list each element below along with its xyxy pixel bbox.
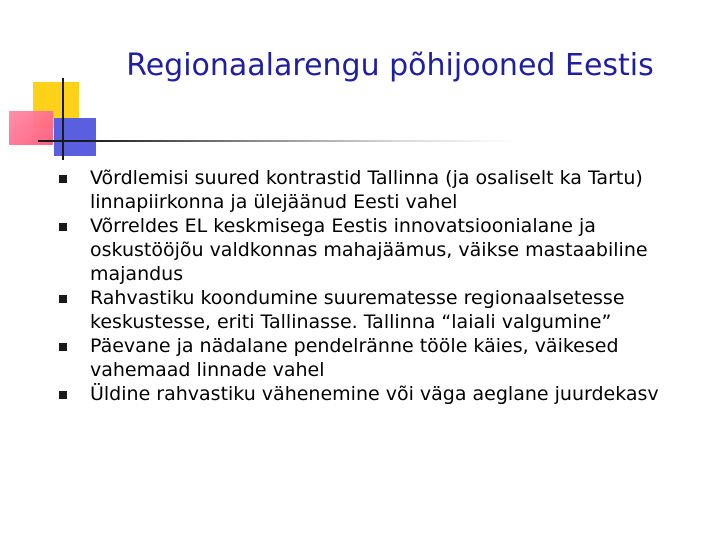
bullet-text: Päevane ja nädalane pendelränne tööle käies, väikesed vahemaad linnade vahel: [90, 335, 619, 381]
bullet-item: [56, 334, 696, 382]
square-bullet-icon: [59, 223, 67, 231]
bullet-list: [56, 166, 696, 406]
square-bullet-icon: [59, 295, 67, 303]
bullet-text: Rahvastiku koondumine suurematesse regionaalsetesse keskustesse, eriti Tallinasse. Tallinna “laiali valgumine”: [90, 287, 625, 333]
bullet-item: [56, 286, 696, 334]
bullet-item: [56, 382, 696, 406]
bullet-item: [56, 214, 696, 286]
slide-title: Regionaalarengu põhijooned Eestis: [126, 48, 654, 83]
square-bullet-icon: [59, 343, 67, 351]
bullet-text: Võrreldes EL keskmisega Eestis innovatsioonialane ja oskustööjõu valdkonnas mahajäämus, väikse mastaabiline majandus: [90, 215, 648, 285]
square-bullet-icon: [59, 175, 67, 183]
title-underline: [38, 140, 518, 142]
logo-blue-square: [54, 118, 96, 156]
logo-vertical-line: [62, 78, 64, 160]
bullet-text: Üldine rahvastiku vähenemine või väga aeglane juurdekasv: [90, 383, 659, 405]
square-bullet-icon: [59, 391, 67, 399]
bullet-text: Võrdlemisi suured kontrastid Tallinna (ja osaliselt ka Tartu) linnapiirkonna ja ülejäänud Eesti vahel: [90, 167, 643, 213]
bullet-item: [56, 166, 696, 214]
